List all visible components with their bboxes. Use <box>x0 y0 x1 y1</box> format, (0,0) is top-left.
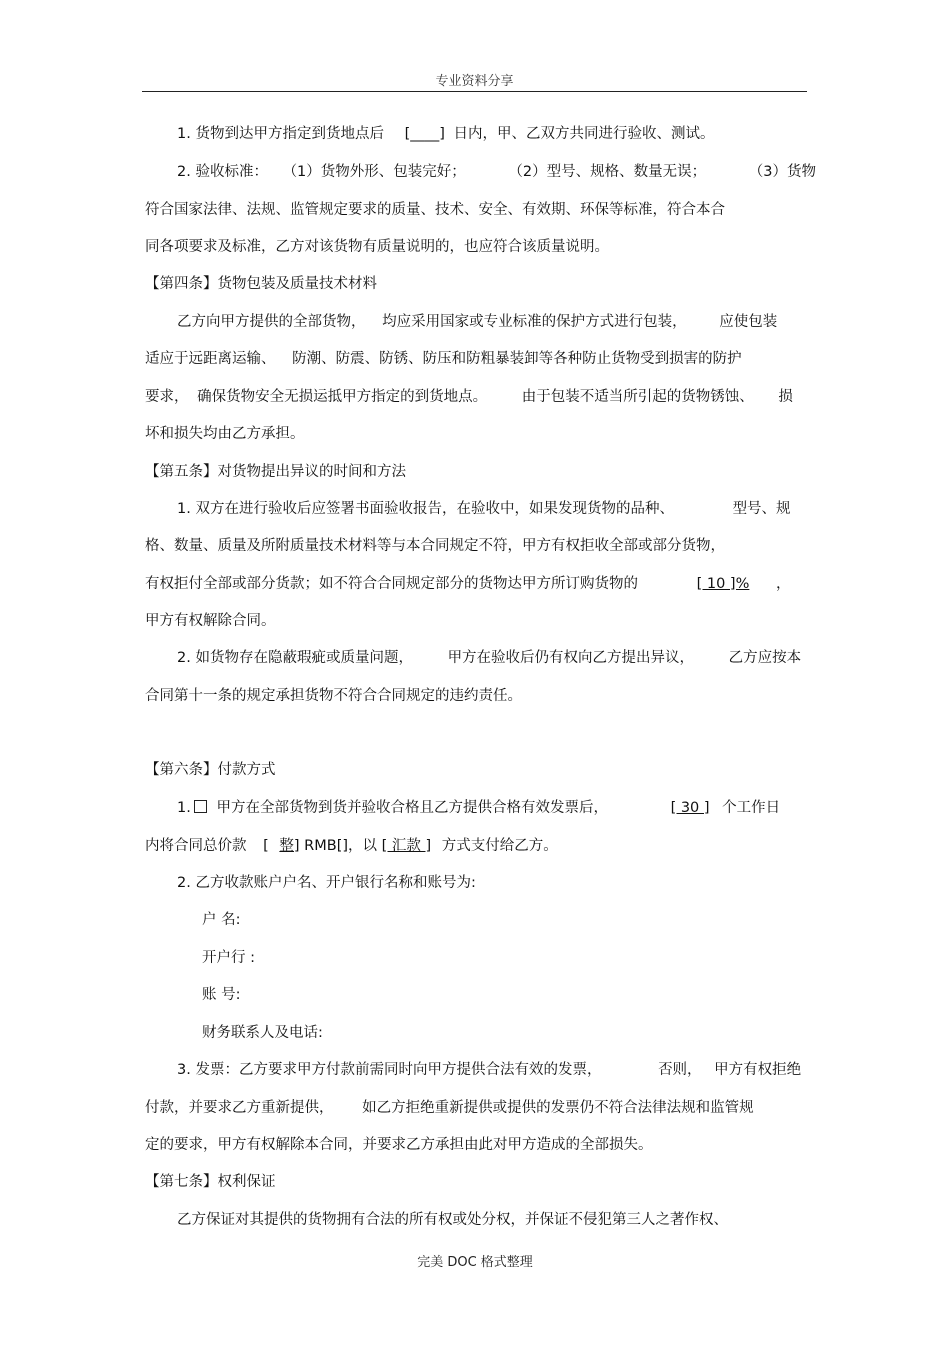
article-5-line3: 有权拒付全部或部分货款；如不符合合同规定部分的货物达甲方所订购货物的 [ 10 ]% ， <box>145 576 791 592</box>
account-name-field: 户 名: <box>202 912 241 928</box>
article-5-title: 【第五条】对货物提出异议的时间和方法 <box>145 464 406 480</box>
article-5-line2: 格、数量、质量及所附质量技术材料等与本合同规定不符，甲方有权拒收全部或部分货物， <box>145 538 725 554</box>
page-header: 专业资料分享 <box>435 74 514 89</box>
workdays-blank: [ 30 ] <box>670 800 710 816</box>
account-number-field: 账 号: <box>202 987 241 1003</box>
article-6-line4: 3. 发票：乙方要求甲方付款前需同时向甲方提供合法有效的发票， 否则， 甲方有权拒绝 <box>177 1062 802 1078</box>
article-5-line5: 2. 如货物存在隐蔽瑕疵或质量问题， 甲方在验收后仍有权向乙方提出异议， 乙方应按本 <box>177 650 802 666</box>
page-footer: 完美 DOC 格式整理 <box>417 1255 533 1270</box>
acceptance-item-1: 1. 货物到达甲方指定到货地点后 [____] 日内，甲、乙双方共同进行验收、测试。 <box>177 126 715 142</box>
article-5-line4: 甲方有权解除合同。 <box>145 613 276 629</box>
acceptance-item-2-line2: 符合国家法律、法规、监管规定要求的质量、技术、安全、有效期、环保等标准，符合本合 <box>145 202 725 218</box>
bank-field: 开户行 : <box>202 950 255 966</box>
article-6-title: 【第六条】付款方式 <box>145 762 276 778</box>
percent-blank: [ 10 ]% <box>696 576 750 592</box>
article-4-line2: 适应于远距离运输、 防潮、防震、防锈、防压和防粗暴装卸等各种防止货物受到损害的防护 <box>145 351 742 367</box>
days-blank: [____] <box>404 126 445 142</box>
article-4-line4: 坏和损失均由乙方承担。 <box>145 426 305 442</box>
finance-contact-field: 财务联系人及电话: <box>202 1025 323 1041</box>
article-6-line1: 1. 甲方在全部货物到货并验收合格且乙方提供合格有效发票后， [ 30 ] 个工作日 <box>177 800 781 816</box>
payment-method-blank: [ 汇款 ] <box>381 838 432 854</box>
article-4-line3: 要求， 确保货物安全无损运抵甲方指定的到货地点。 由于包装不适当所引起的货物锈蚀、 损 <box>145 389 793 405</box>
header-rule <box>142 91 807 92</box>
article-6-line6: 定的要求，甲方有权解除本合同，并要求乙方承担由此对甲方造成的全部损失。 <box>145 1137 653 1153</box>
acceptance-item-2: 2. 验收标准： （1）货物外形、包装完好； （2）型号、规格、数量无误； （3）货物 <box>177 164 816 180</box>
article-4-line1: 乙方向甲方提供的全部货物， 均应采用国家或专业标准的保护方式进行包装， 应使包装 <box>177 314 778 330</box>
checkbox-icon <box>194 800 207 813</box>
article-6-line5: 付款，并要求乙方重新提供， 如乙方拒绝重新提供或提供的发票仍不符合法律法规和监管规 <box>145 1100 754 1116</box>
acceptance-item-2-line3: 同各项要求及标准，乙方对该货物有质量说明的，也应符合该质量说明。 <box>145 239 609 255</box>
article-7-line1: 乙方保证对其提供的货物拥有合法的所有权或处分权，并保证不侵犯第三人之著作权、 <box>177 1212 728 1228</box>
article-6-line3: 2. 乙方收款账户户名、开户银行名称和账号为: <box>177 875 476 891</box>
article-7-title: 【第七条】权利保证 <box>145 1174 276 1190</box>
article-5-line6: 合同第十一条的规定承担货物不符合合同规定的违约责任。 <box>145 688 522 704</box>
amount-blank: 整] <box>279 838 300 854</box>
article-4-title: 【第四条】货物包装及质量技术材料 <box>145 276 377 292</box>
article-6-line2: 内将合同总价款 [ 整] RMB[]，以 [ 汇款 ] 方式支付给乙方。 <box>145 838 558 854</box>
article-5-line1: 1. 双方在进行验收后应签署书面验收报告，在验收中，如果发现货物的品种、 型号、规 <box>177 501 791 517</box>
